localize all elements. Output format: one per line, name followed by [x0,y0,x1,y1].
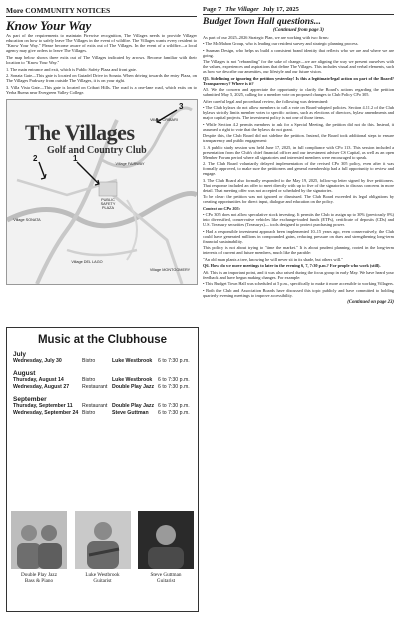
right-column [203,6,394,305]
issue-date: July 17, 2025 [262,6,299,13]
section-header [6,6,197,17]
event-time: 6 to 7:30 p.m. [158,377,190,383]
event-date: Thursday, September 11 [13,403,73,409]
caption-line: Guitarist [93,578,112,584]
paragraph: 1. The main entrance and exit, which is Public Safety Plaza and front gate. [6,66,137,72]
photo-caption [11,572,67,584]
paragraph: A5. We the concern and appreciate the opportunity to clarify the Board's actions regarding the petition submitted May 5, 2025, calling for a member vote on proposed changes to Club Policy CPo 305. [203,87,394,98]
performer-photo-card [138,511,194,584]
event-venue: Restaurant [82,384,108,390]
paragraph: The Villages is not "rebranding" for the sake of change—we are aligning the way we present ourselves with the values, experiences and aspirations that define The Villages. This includes visual and verbal elements, such as how we describe our amenities, our lifestyle and our future vision. [203,59,394,75]
event-row [13,403,192,410]
performer-photo-card [11,511,67,584]
paragraph: Context on CPo 305: [203,205,241,211]
map-label: PUBLIC SAFETY PLAZA [100,198,116,211]
paragraph: • The McMahon Group, who is leading our resident survey and strategic planning process. [203,41,359,47]
continued-from: (Continued from page 3) [273,28,324,33]
event-time: 6 to 7:30 p.m. [158,403,190,409]
month-heading: September [13,396,47,403]
paragraph: • CPo 305 does not allow speculative stock investing. It permits the Club to assign up to 30% (previously 0%) into diversified, conservative vehicles like exchange-traded funds (ETFs), certificate of deposits (CDs) and U.S. Treasury securities (Treasurys)— tools designed to protect purchasing power. [203,212,394,228]
caption-line: Luke Westbrook [85,572,120,578]
paragraph: This policy is not about trying to "time the market." It is about prudent planning, rooted in the long-term interests of current and future members, much like the parable: [203,245,394,256]
paragraph: • Susman Design, who helps us build a consistent brand identity that reflects who we are and where we are going. [203,47,394,58]
map-label: Village CRIBARI [150,118,178,123]
paragraph: To be clear: the petition was not ignored or dismissed. The Club Board exceeded its legal obligations by creating opportunities for direct input, dialogue and education on the policy. [203,194,394,205]
article-title: Budget Town Hall questions... [203,17,321,27]
event-date: Thursday, August 14 [13,377,64,383]
exit-number: 1 [73,154,78,164]
paragraph: • Both the Club and Association Boards have discussed this topic publicly and have committed to holding quarterly evening meetings to improve accessibility. [203,287,394,298]
paragraph: "An old man plants a tree, knowing he will never sit in its shade, but others will." [203,256,343,262]
paragraph: A6. This is an important point, and it was also raised during the focus group in early May. We have heard your feedback and have begun making changes. For example: [203,269,394,280]
event-venue: Bistro [82,358,96,364]
event-row [13,384,192,391]
paragraph: 3. The Club Board also formally responded to the May 19, 2025, follow-up letter signed by five petitioners. That response included an offer to meet directly with up to five of the signatories to discuss concerns in more detail. That meeting offer was not accepted or scheduled by the signatories. [203,177,394,193]
paragraph: Q6. How do we move meetings to later in the evening 6, 7, 7:30 p.m.? For people who work (still). [203,263,381,269]
paragraph: 2. Sonata Gate—This gate is located on Gutadel Drive in Sonata. When driving towards the entry Plaza, on The Villages Parkway from outside The Villages, it is on your right. [6,73,197,84]
event-performer: Double Play Jazz [112,384,155,390]
article-title: Know Your Way [6,18,92,33]
caption-line: Steve Guttman [150,572,182,578]
exit-number: 2 [33,154,38,164]
villages-logo: The Villages [25,120,135,146]
villages-logo-subtitle: Golf and Country Club [47,145,147,157]
event-date: Wednesday, September 24 [13,410,79,416]
map-label: Village FAIRWAY [115,162,145,167]
event-row [13,410,192,417]
performer-photos [11,511,194,584]
month-heading: August [13,370,36,377]
exit-number: 3 [179,102,184,112]
section-header-text: More COMMUNITY NOTICES [6,6,111,15]
event-performer: Steve Guttman [112,410,149,416]
event-time: 6 to 7:30 p.m. [158,410,190,416]
music-title: Music at the Clubhouse [37,334,168,346]
exit-map [6,99,198,285]
event-row [13,358,192,365]
paragraph: After careful legal and procedural review, the following was determined: [203,98,329,104]
performer-photo [75,511,131,569]
performer-photo-card [75,511,131,584]
caption-line: Guitarist [156,578,176,584]
caption-line: Bass & Piano [24,578,54,584]
event-performer: Luke Westbrook [112,358,153,364]
paragraph: 1. A public study session was held June 17, 2025, in full compliance with CPo 113. This session included a presentation from the Club's chief financial officer and our investment adviser CS Capital, as well as an open Member Forum period where all signatories and interested members were encouraged to speak. [203,144,394,160]
event-venue: Restaurant [82,403,108,409]
continued-on: (Continued on page 23) [347,299,394,305]
paragraph: Despite this, the Club Board did not sideline the petition. Instead, the Board took additional steps to ensure transparency and public engagement: [203,133,394,144]
paragraph: As part of the requirements to maintain Firewise recognition, The Villages needs to provide Villager education on how to safely leave The Villages in the event of wildfire. The Villages wants every resident to "Know Your Way." Please become aware of exits out of The Villages. In the event of a wildfire—a local agency may give orders to leave The Villages. [6,33,197,54]
photo-caption [138,572,194,584]
event-performer: Double Play Jazz [112,403,155,409]
event-performer: Luke Westbrook [112,377,153,383]
event-venue: Bistro [82,410,96,416]
map-label: Village DEL LAGO [71,260,103,265]
event-venue: Bistro [82,377,96,383]
page-number: Page 7 [203,6,222,13]
paragraph: 2. The Club Board voluntarily delayed implementation of the revised CPo 305 policy, even after it was formally approved, to make sure the petitioners and general membership had a full opportunity to review and engage. [203,161,394,177]
performer-photo [138,511,194,569]
music-at-clubhouse-box [6,327,199,612]
event-row [13,377,192,384]
left-column [6,6,197,285]
caption-line: Double Play Jazz [20,572,57,578]
paragraph: • Had a responsible investment approach been implemented 10–15 years ago, even conservatively, the Club could have generated millions in compounded gains, reducing pressure on dues and strengthening long-term financial sustainability. [203,228,394,244]
map-label: Village SONATA [13,218,41,223]
performer-photo [11,511,67,569]
page-header [203,6,394,15]
article-body [203,35,394,298]
paragraph: • This Budget Town Hall was scheduled at 5 p.m., specifically to make it more accessible to working Villagers. [203,281,394,287]
paragraph: As part of our 2025–2026 Strategic Plan, we are working with two firms: [203,35,329,40]
article-body [6,33,197,95]
event-time: 6 to 7:30 p.m. [158,358,190,364]
paragraph: • While Section 4.2 permits members to ask for a Special Meeting, the petition did not do this. Instead, it assumed a right to vote that the bylaws do not grant. [203,121,394,132]
map-label: Village MONTGOMERY [149,268,191,273]
photo-caption [75,572,131,584]
paper-name: The Villager [225,6,259,13]
month-heading: July [13,351,27,358]
event-date: Wednesday, July 30 [13,358,62,364]
paragraph: • The Club bylaws do not allow members to call a vote on Board-adopted policies. Section 4.11.2 of the Club bylaws strictly limits member votes to specific actions, such as elections of directors, bylaw amendments and major capital projects. The investment policy is not one of those items. [203,105,394,121]
paragraph: Q5. Sidelining or ignoring the petition yesterday! Is this a legitimate/legal action on part of the Board? Transparency? Where is it? [203,75,394,86]
paragraph: 3. Villa Vista Gate—This gate is located on Cribari Hills. The road is a one-lane road, which exits on to Yerba Buena near Evergreen Valley College. [6,84,197,95]
paragraph: The map below shows three exits out of The Villages indicated by arrows. Become familiar with their location to "Know Your Way." [6,54,197,65]
event-date: Wednesday, August 27 [13,384,70,390]
event-time: 6 to 7:30 p.m. [158,384,190,390]
